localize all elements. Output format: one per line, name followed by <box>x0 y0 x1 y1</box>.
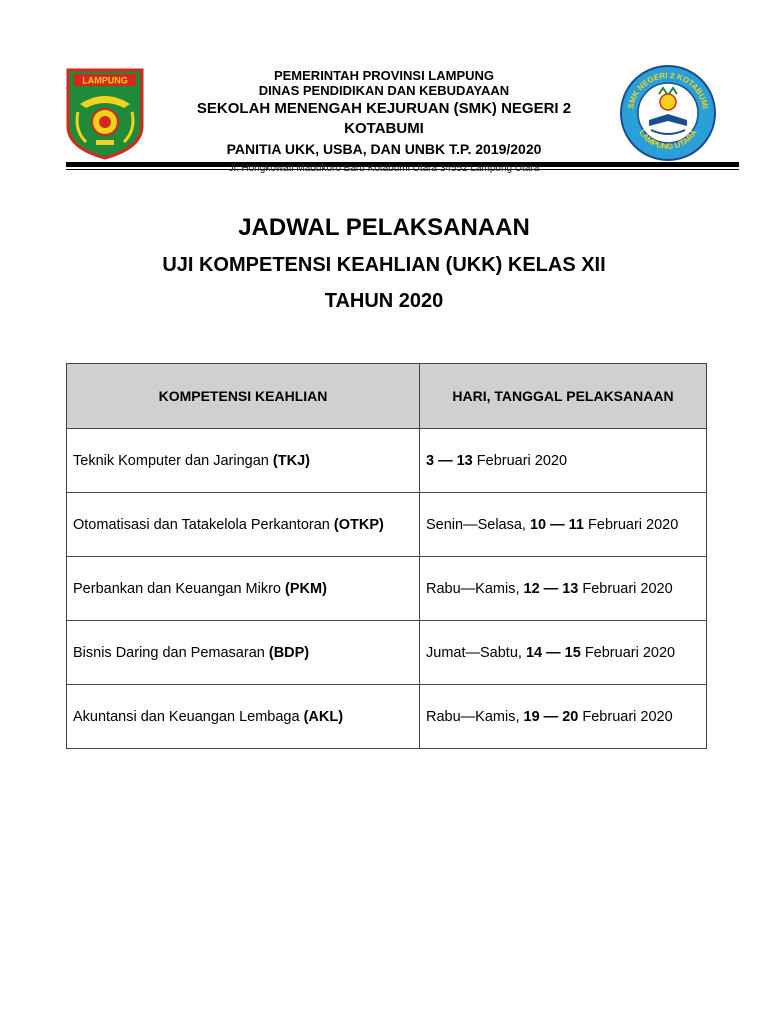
date-cell <box>420 685 707 749</box>
date-month: Februari 2020 <box>582 708 673 725</box>
header-date: HARI, TANGGAL PELAKSANAAN <box>420 364 707 429</box>
document-year: TAHUN 2020 <box>324 290 444 312</box>
document-title-block <box>0 212 768 314</box>
competency-name: Perbankan dan Keuangan Mikro <box>73 580 281 597</box>
date-range: 14 — 15 <box>525 644 581 661</box>
competency-cell <box>67 621 420 685</box>
school-address: Jl. Hongkowati Madukoro Baru Kotabumi Utara 34552 Lampung Utara <box>228 163 540 174</box>
competency-cell <box>67 557 420 621</box>
competency-code: (BDP) <box>268 644 310 661</box>
competency-code: (AKL) <box>303 708 344 725</box>
date-range: 12 — 13 <box>523 580 579 597</box>
date-cell <box>420 429 707 493</box>
document-subtitle: UJI KOMPETENSI KEAHLIAN (UKK) KELAS XII <box>162 254 606 276</box>
date-range: 3 — 13 <box>426 452 473 469</box>
header-competency: KOMPETENSI KEAHLIAN <box>67 364 420 429</box>
emblem-ring-bottom-text: LAMPUNG UTARA <box>637 128 699 152</box>
table-row <box>67 493 707 557</box>
date-cell <box>420 621 707 685</box>
committee-name: PANITIA UKK, USBA, DAN UNBK T.P. 2019/2020 <box>226 141 542 157</box>
letterhead <box>0 0 768 180</box>
document-title: JADWAL PELAKSANAAN <box>238 214 530 241</box>
date-range: 19 — 20 <box>523 708 579 725</box>
competency-name: Akuntansi dan Keuangan Lembaga <box>73 708 300 725</box>
date-cell <box>420 493 707 557</box>
date-days: Rabu—Kamis, <box>426 708 520 725</box>
table-row <box>67 621 707 685</box>
competency-code: (OTKP) <box>333 516 384 533</box>
date-range: 10 — 11 <box>529 516 584 533</box>
date-days: Senin—Selasa, <box>426 516 526 533</box>
date-month: Februari 2020 <box>588 516 679 533</box>
competency-name: Otomatisasi dan Tatakelola Perkantoran <box>73 516 330 533</box>
competency-code: (PKM) <box>285 580 327 597</box>
date-month: Februari 2020 <box>582 580 673 597</box>
school-name <box>160 99 608 139</box>
date-month: Februari 2020 <box>476 452 568 469</box>
competency-cell <box>67 493 420 557</box>
competency-cell <box>67 429 420 493</box>
competency-cell <box>67 685 420 749</box>
schedule-table <box>66 363 707 749</box>
table-row <box>67 429 707 493</box>
emblem-ring-top-text: SMK NEGERI 2 KOTABUMI <box>626 70 710 110</box>
competency-code: (TKJ) <box>272 452 310 469</box>
competency-name: Teknik Komputer dan Jaringan <box>73 452 269 469</box>
table-row <box>67 685 707 749</box>
table-row <box>67 557 707 621</box>
smk-negeri-2-kotabumi-emblem-icon <box>619 64 717 162</box>
lampung-logo-text: LAMPUNG <box>82 75 128 86</box>
date-cell <box>420 557 707 621</box>
school-name-line2: KOTABUMI <box>344 120 424 137</box>
date-days: Rabu—Kamis, <box>426 580 520 597</box>
date-month: Februari 2020 <box>584 644 676 661</box>
letterhead-text <box>160 68 608 158</box>
table-header-row <box>67 364 707 429</box>
department-name: DINAS PENDIDIKAN DAN KEBUDAYAAN <box>258 83 510 98</box>
government-name: PEMERINTAH PROVINSI LAMPUNG <box>273 68 495 83</box>
date-days: Jumat—Sabtu, <box>426 644 522 661</box>
competency-name: Bisnis Daring dan Pemasaran <box>73 644 265 661</box>
lampung-province-emblem-icon <box>66 68 144 160</box>
school-name-line1: SEKOLAH MENENGAH KEJURUAN (SMK) NEGERI 2 <box>196 100 572 117</box>
